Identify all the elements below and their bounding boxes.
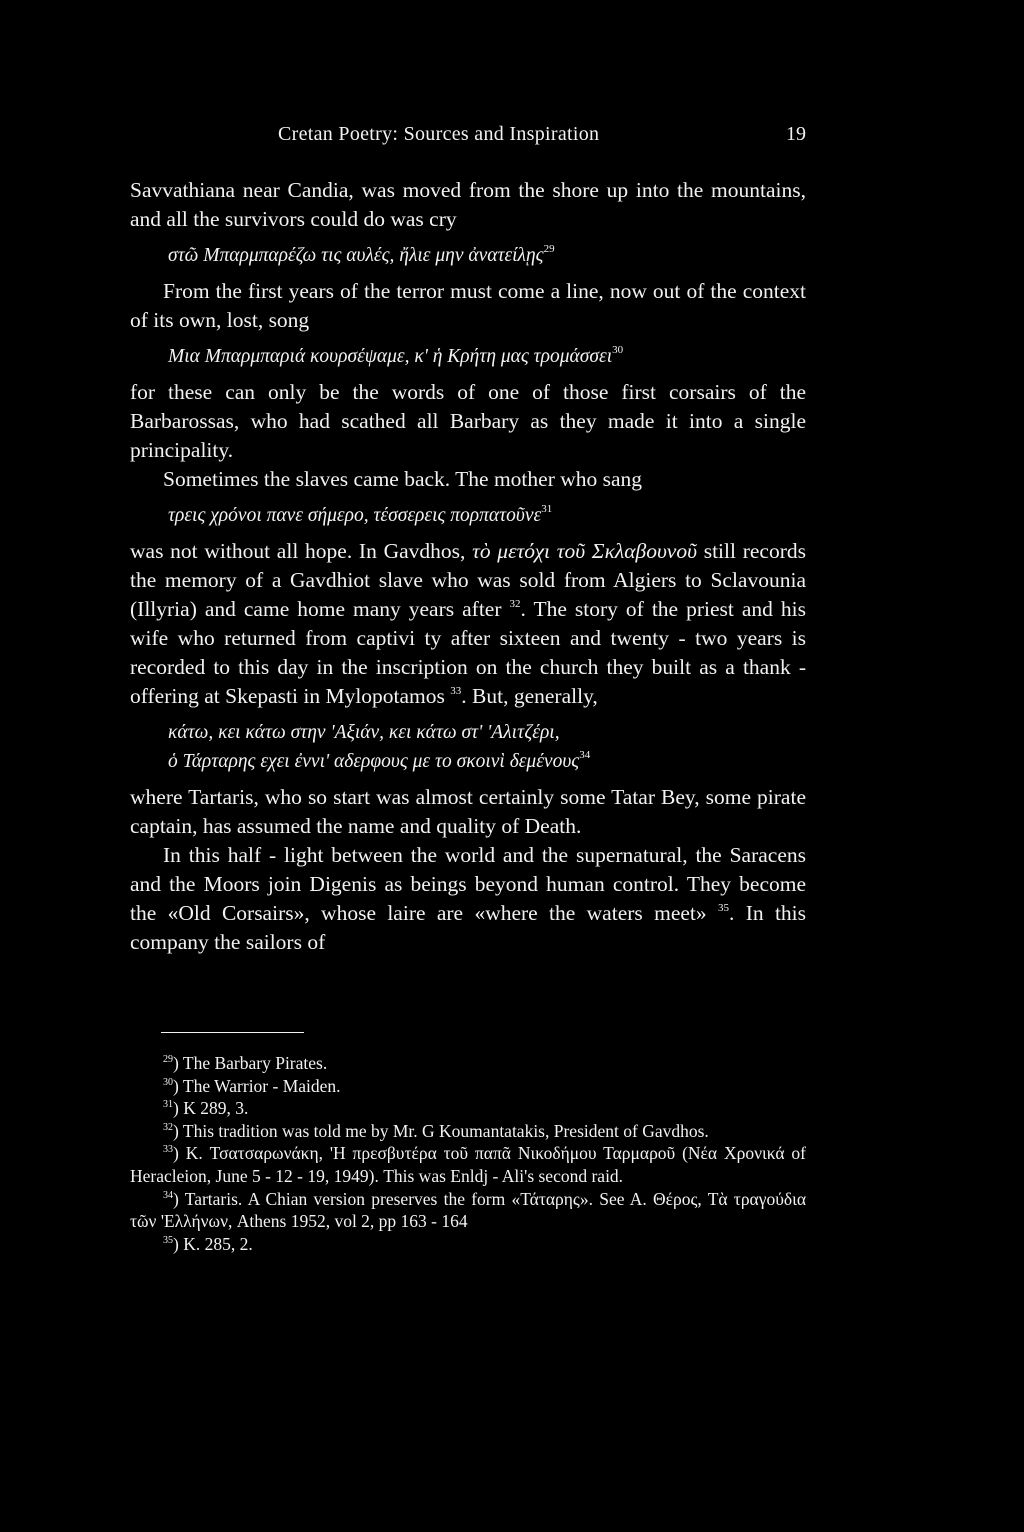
footnote-text: ) K. Τσατσαρωνάκη, 'Η πρεσβυτέρα τοῦ παπᾶ Νικοδήμου Ταρμαροῦ (Νέα Χρονικά of Heracleion, June 5 - 12 - 19, 1949). This was Enldj - Ali's second raid. — [130, 1143, 806, 1186]
footnote — [130, 1075, 806, 1098]
paragraph-7-part-a: In this half - light between the world and the supernatural, the Saracens and the Moors join Digenis as beings beyond human control. They become the «Old Corsairs», whose laire are «where the waters meet» — [130, 843, 806, 925]
paragraph-5-part-b: still records the memory of a Gavdhiot slave who was sold from Algiers to Sclavounia (Illyria) and came home many years after — [130, 539, 806, 621]
footnote-number: 34 — [163, 1189, 173, 1201]
paragraph-4: Sometimes the slaves came back. The mother who sang — [163, 467, 643, 491]
paragraph-5-part-a: was not without all hope. In Gavdhos, — [130, 539, 466, 563]
footnote-text: ) The Warrior - Maiden. — [173, 1075, 341, 1096]
verse-1 — [168, 241, 806, 270]
verse-4-line-2-text: ὁ Τάρταρης εχει ἐννι' αδερφους με το σκοινὶ δεμένους — [168, 751, 580, 772]
verse-3-text: τρεις χρόνοι πανε σήμερο, τέσσερεις πορπατοῦνε — [168, 505, 542, 526]
footnote-text: ) This tradition was told me by Mr. G Koumantatakis, President of Gavdhos. — [173, 1120, 709, 1141]
verse-3 — [168, 501, 806, 530]
footnotes — [130, 1052, 806, 1255]
footnote-number: 35 — [163, 1234, 173, 1246]
paragraph-5-part-c: . The story of the priest and his wife who returned from captivi ty after sixteen and twenty - two years is recorded to this day in the inscription on the church they built as a thank - offering at Skepasti in Mylopotamos — [130, 597, 806, 708]
greek-place-name: τὸ μετόχι τοῦ Σκλαβουνοῦ — [472, 539, 697, 563]
verse-2-text: Μια Μπαρμπαριά κουρσέψαμε, κ' ἡ Κρήτη μας τρομάσσει — [168, 346, 613, 367]
footnote — [130, 1188, 806, 1233]
footnote-number: 30 — [163, 1076, 173, 1088]
main-text — [130, 176, 806, 957]
footnote-number: 33 — [163, 1144, 173, 1156]
footnote-ref-33: 33 — [450, 685, 462, 697]
footnote-ref-32: 32 — [509, 598, 521, 610]
footnote-ref-35: 35 — [717, 902, 729, 914]
footnote-number: 29 — [163, 1054, 173, 1065]
footnote-ref-30: 30 — [612, 344, 624, 356]
footnote-text: ) The Barbary Pirates. — [173, 1053, 328, 1073]
footnote-ref-34: 34 — [579, 749, 591, 761]
footnote — [130, 1142, 806, 1187]
footnote-text: ) K 289, 3. — [173, 1098, 249, 1119]
footnote-text: ) Tartaris. A Chian version preserves the form «Τάταρης». See A. Θέρος, Τὰ τραγούδια τῶν 'Ελλήνων, Athens 1952, vol 2, pp 163 - 164 — [130, 1188, 806, 1232]
paragraph-3: for these can only be the words of one of those first corsairs of the Barbarossas, who had scathed all Barbary as they made it into a single principality. — [130, 380, 806, 462]
verse-1-text: στῶ Μπαρμπαρέζω τις αυλές, ἤλιε μην ἀνατείλῃς — [168, 245, 544, 266]
paragraph-6: where Tartaris, who so start was almost certainly some Tatar Bey, some pirate captain, has assumed the name and quality of Death. — [130, 785, 806, 838]
footnote-divider — [161, 1032, 304, 1033]
footnote-number: 32 — [163, 1121, 173, 1133]
paragraph-7-part-b: . In this company the sailors of — [130, 901, 807, 954]
footnote — [130, 1052, 806, 1075]
footnote-number: 31 — [163, 1099, 173, 1111]
footnote-ref-29: 29 — [543, 243, 555, 255]
paragraph-5 — [130, 537, 806, 711]
paragraph-1: Savvathiana near Candia, was moved from the shore up into the mountains, and all the survivors could do was cry — [130, 178, 806, 231]
footnote — [130, 1120, 806, 1143]
running-title: Cretan Poetry: Sources and Inspiration — [278, 123, 600, 145]
footnote — [130, 1097, 806, 1120]
footnote-ref-31: 31 — [541, 503, 553, 515]
verse-4-line-2 — [168, 747, 806, 776]
verse-4-line-1: κάτω, κει κάτω στην 'Αξιάν, κει κάτω στ' 'Αλιτζέρι, — [168, 722, 560, 743]
paragraph-7 — [130, 841, 806, 957]
paragraph-5-part-d: . But, generally, — [461, 684, 598, 708]
footnote-text: ) K. 285, 2. — [173, 1233, 253, 1254]
verse-4 — [168, 718, 806, 776]
verse-2 — [168, 342, 806, 371]
paragraph-2: From the first years of the terror must come a line, now out of the context of its own, lost, song — [130, 279, 806, 332]
page-number: 19 — [786, 123, 806, 145]
footnote — [130, 1233, 806, 1256]
